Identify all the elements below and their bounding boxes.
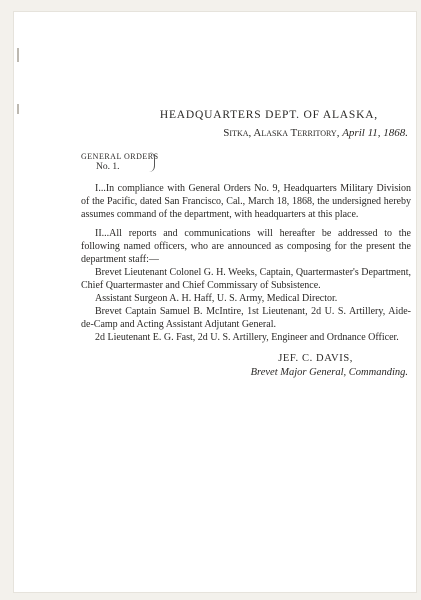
page-edge-mark [17, 104, 19, 114]
staff-entry-mcintire: Brevet Captain Samuel B. McIntire, 1st Lieutenant, 2d U. S. Artillery, Aide-de-Camp and Acting Assistant Adjutant General. [81, 306, 411, 330]
headquarters-title: HEADQUARTERS DEPT. OF ALASKA, [159, 109, 378, 121]
dateline [81, 126, 408, 141]
staff-entry-fast: 2d Lieutenant E. G. Fast, 2d U. S. Artillery, Engineer and Ordnance Officer. [95, 332, 399, 343]
order-content [81, 108, 411, 380]
dateline-place: Sitka, Alaska Territory, [223, 127, 340, 139]
paragraph-i: I...In compliance with General Orders No. 9, Headquarters Military Division of the Pacific, dated San Francisco, Cal., March 18, 1868, the undersigned hereby assumes command of the department, with headquarters at this place. [81, 183, 411, 220]
brace-mark [148, 152, 155, 172]
dateline-date: April 11, 1868. [342, 127, 408, 139]
paragraph-ii: II...All reports and communications will hereafter be addressed to the following named officers, who are announced as composing for the present the department staff:— [81, 228, 411, 265]
general-orders-number: No. 1. [96, 162, 120, 172]
signature-title: Brevet Major General, Commanding. [250, 367, 408, 378]
page-edge-mark [17, 48, 19, 62]
document-page [14, 12, 416, 592]
signature-name: JEF. C. DAVIS, [278, 353, 353, 364]
general-orders-block [81, 152, 411, 182]
general-orders-label: GENERAL ORDERS [81, 152, 159, 161]
staff-entry-haff: Assistant Surgeon A. H. Haff, U. S. Army, Medical Director. [95, 293, 338, 304]
staff-entry-weeks: Brevet Lieutenant Colonel G. H. Weeks, Captain, Quartermaster's Department, Chief Quartermaster and Chief Commissary of Subsistence. [81, 267, 411, 291]
